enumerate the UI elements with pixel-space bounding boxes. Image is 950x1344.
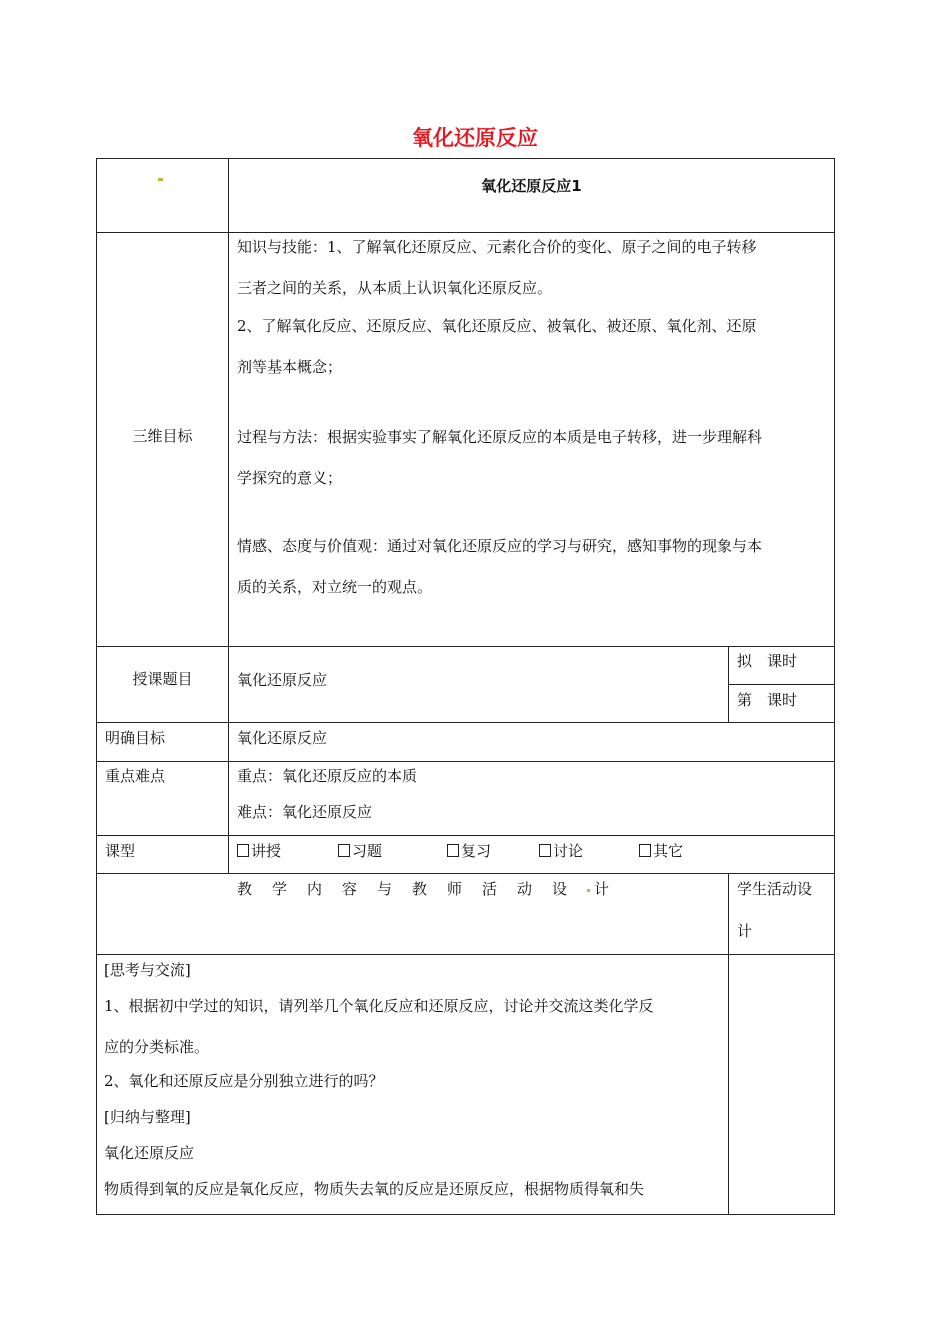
checkbox-icon[interactable] [447,844,459,857]
teacher-activity-header: 教学内容与教师活动设 计 [237,880,610,898]
process-line-b: 学探究的意义； [237,469,343,487]
emotion-line-b: 质的关系，对立统一的观点。 [237,578,433,596]
process-line-a: 过程与方法：根据实验事实了解氧化还原反应的本质是电子转移，进一步理解科 [237,428,763,446]
summary-heading: [归纳与整理] [104,1108,191,1126]
content-text-1: 物质得到氧的反应是氧化反应，物质失去氧的反应是还原反应，根据物质得氧和失 [104,1180,645,1198]
option-review[interactable]: 复习 [447,840,491,861]
question-2: 2、氧化和还原反应是分别独立进行的吗？ [104,1072,384,1090]
lesson-type-label: 课型 [105,842,136,860]
page-title: 氧化还原反应 [412,126,538,150]
student-activity-header-line1: 学生活动设 [737,880,813,898]
option-exercise[interactable]: 习题 [338,840,382,861]
objective-value: 氧化还原反应 [237,729,328,747]
option-discussion[interactable]: 讨论 [539,840,583,861]
decorative-dot [587,889,590,892]
checkbox-icon[interactable] [338,844,350,857]
objective-label: 明确目标 [105,729,166,747]
goals-label: 三维目标 [132,427,193,445]
question-1b: 应的分类标准。 [104,1038,210,1056]
student-activity-header-line2: 计 [737,922,753,940]
option-lecture[interactable]: 讲授 [237,840,281,861]
emotion-line-a: 情感、态度与价值观：通过对氧化还原反应的学习与研究，感知事物的现象与本 [237,537,763,555]
key-point: 重点：氧化还原反应的本质 [237,767,418,785]
planned-hours: 拟 课时 [737,652,798,670]
keypoints-label: 重点难点 [105,767,166,785]
checkbox-icon[interactable] [639,844,651,857]
knowledge-line-1b: 三者之间的关系，从本质上认识氧化还原反应。 [237,279,553,297]
topic-value: 氧化还原反应 [237,671,328,689]
think-heading: [思考与交流] [104,961,191,979]
question-1a: 1、根据初中学过的知识，请列举几个氧化反应和还原反应，讨论并交流这类化学反 [104,997,654,1015]
redox-heading: 氧化还原反应 [104,1144,195,1162]
lesson-title: 氧化还原反应1 [481,177,582,195]
decorative-mark [158,178,163,181]
difficult-point: 难点：氧化还原反应 [237,803,373,821]
knowledge-line-2b: 剂等基本概念； [237,358,343,376]
checkbox-icon[interactable] [539,844,551,857]
checkbox-icon[interactable] [237,844,249,857]
option-other[interactable]: 其它 [639,840,683,861]
lesson-number: 第 课时 [737,691,798,709]
knowledge-line-2a: 2、了解氧化反应、还原反应、氧化还原反应、被氧化、被还原、氧化剂、还原 [237,317,757,335]
topic-label: 授课题目 [132,670,193,688]
knowledge-line-1a: 知识与技能：1、了解氧化还原反应、元素化合价的变化、原子之间的电子转移 [237,238,757,256]
